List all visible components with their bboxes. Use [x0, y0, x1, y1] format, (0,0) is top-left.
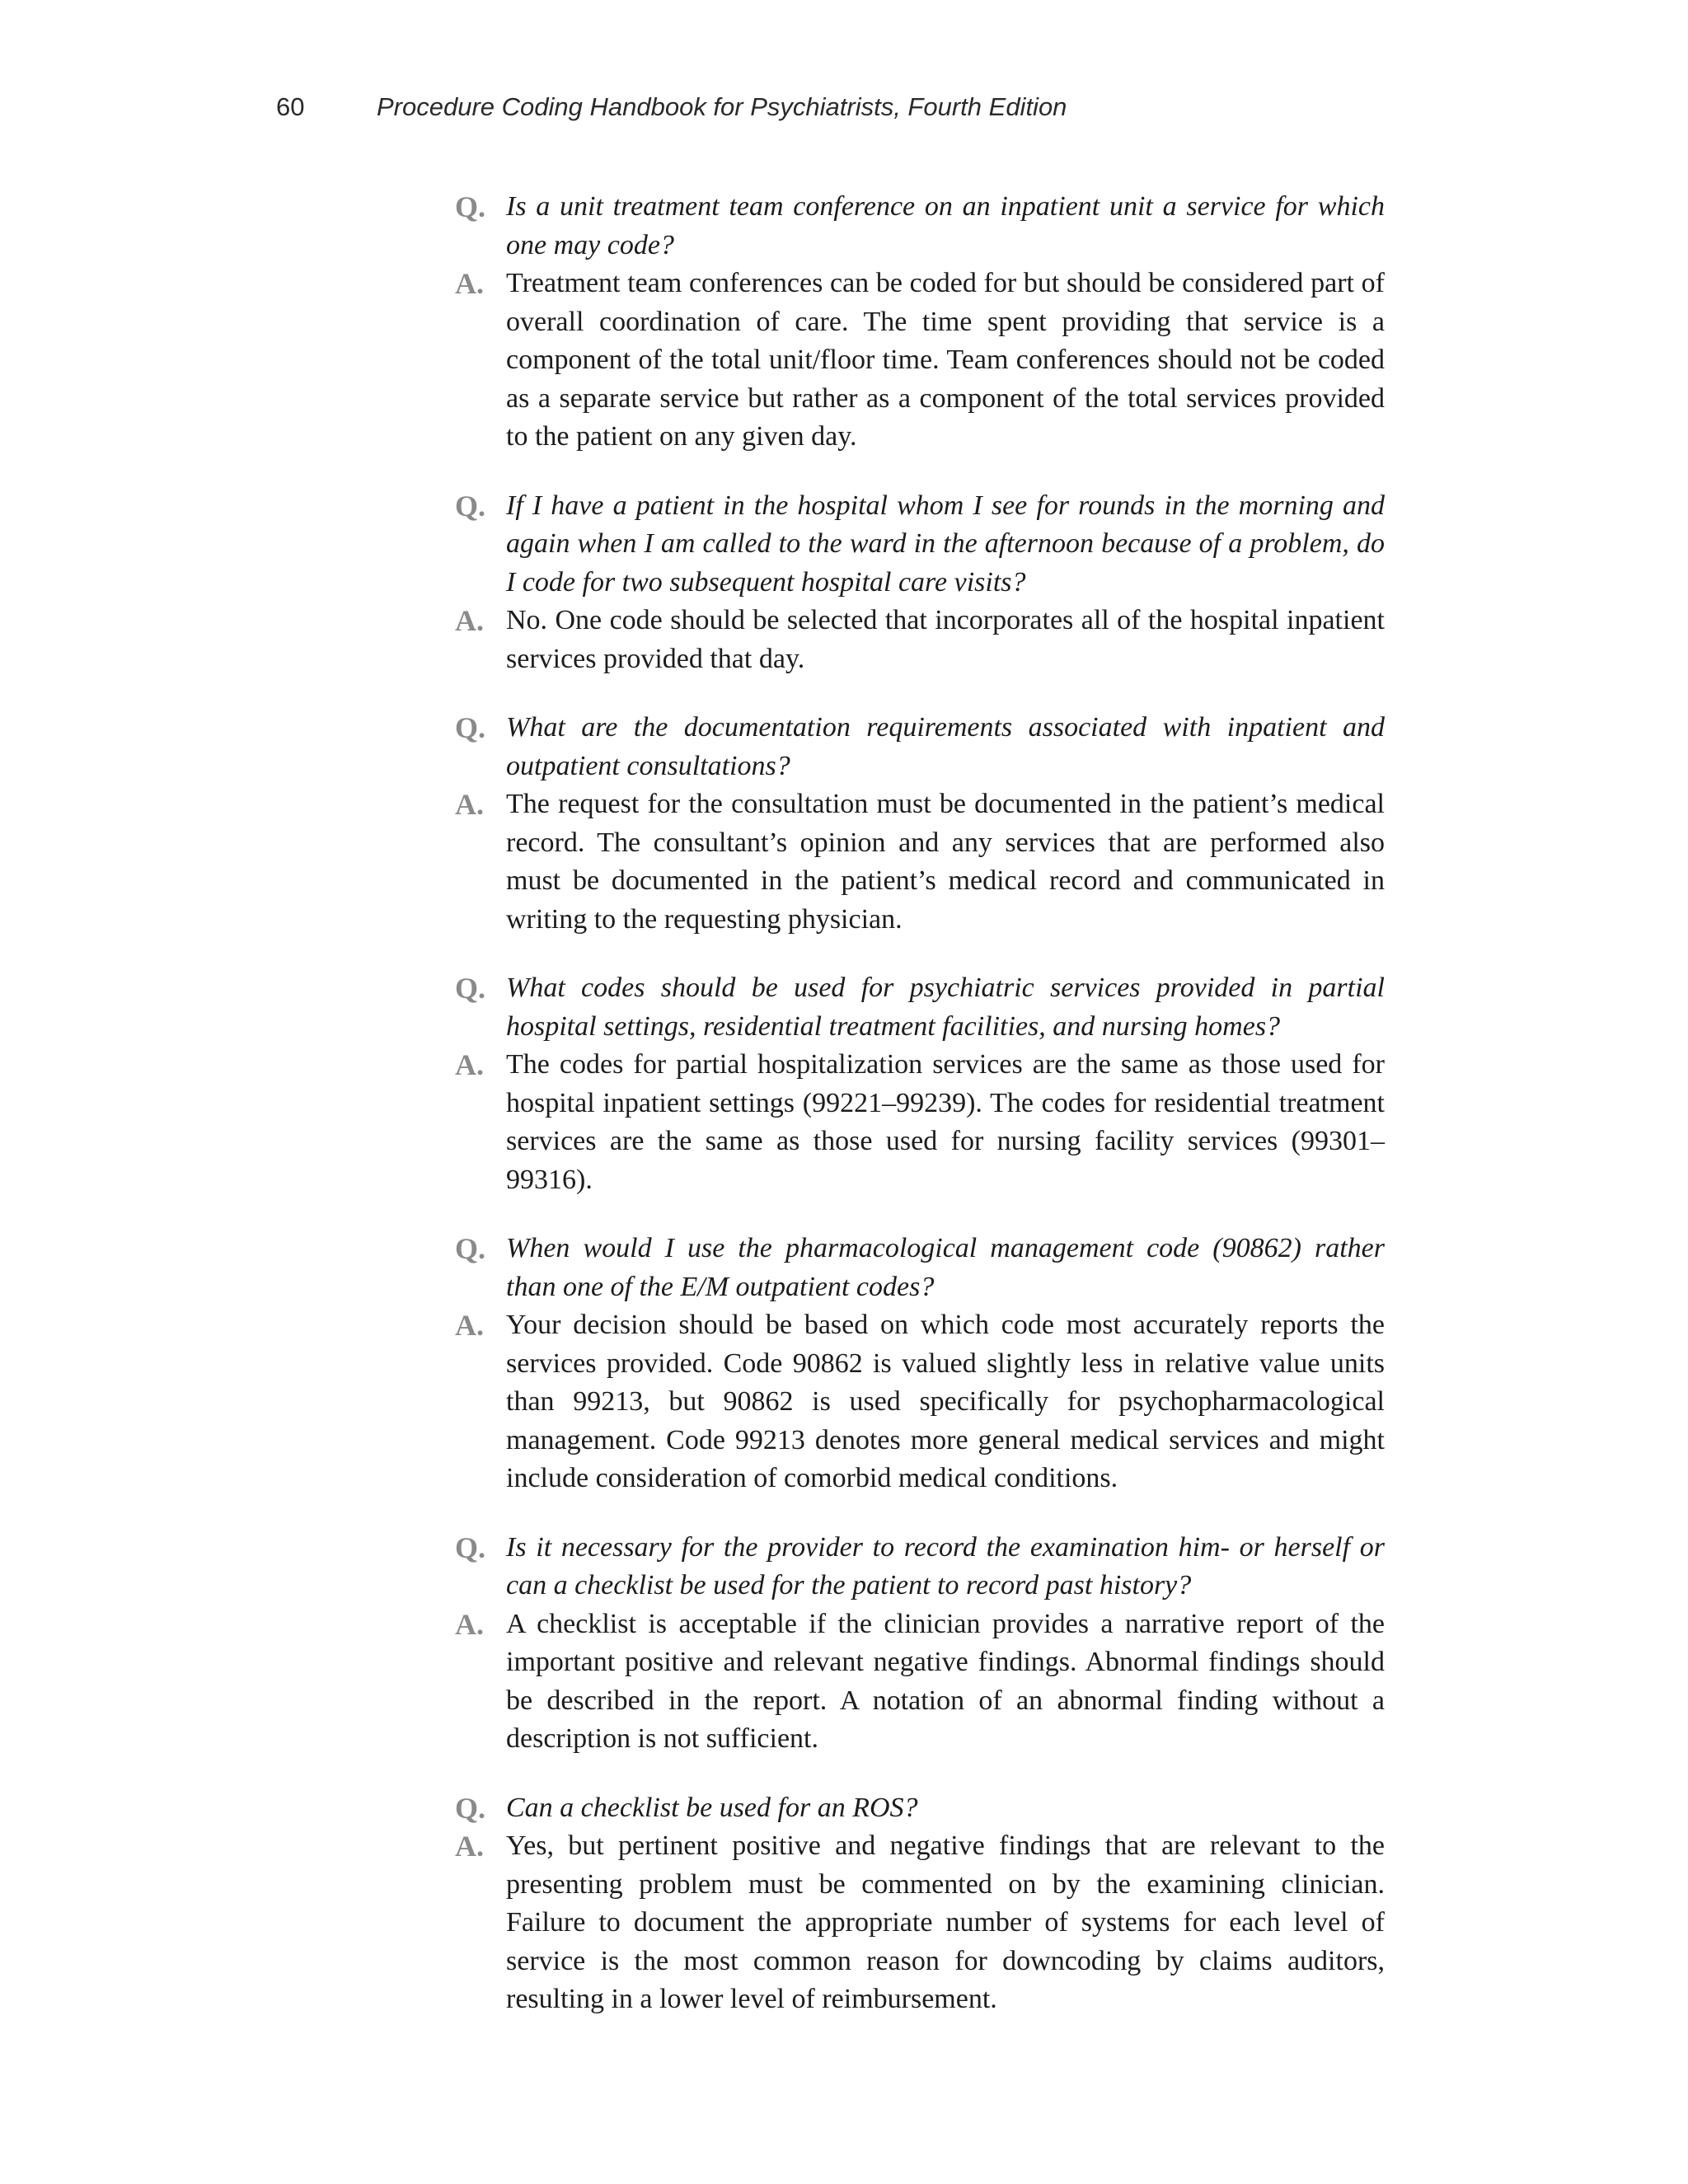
question-text: When would I use the pharmacological management code (90862) rather than one of the E/M outpatient codes? [506, 1233, 1385, 1302]
question [455, 1789, 1385, 1828]
answer [455, 1605, 1385, 1759]
answer-marker: A. [455, 1607, 484, 1641]
question-marker: Q. [455, 711, 486, 744]
running-head [276, 92, 1067, 134]
qa-item [455, 1230, 1385, 1498]
qa-item [455, 188, 1385, 457]
answer-text: Your decision should be based on which code most accurately reports the services provided. Code 90862 is valued slightly less in relative value units than 99213, but 90862 is used specifically for psychopharmacological management. Code 99213 denotes more general medical services and might include consideration of comorbid medical conditions. [506, 1310, 1385, 1493]
qa-item [455, 487, 1385, 679]
answer-marker: A. [455, 1830, 484, 1863]
question-text: Can a checklist be used for an ROS? [506, 1792, 918, 1823]
question-marker: Q. [455, 972, 486, 1005]
question-marker: Q. [455, 1530, 486, 1564]
question-marker: Q. [455, 1791, 486, 1825]
answer-text: The codes for partial hospitalization services are the same as those used for hospital inpatient settings (99221–99239). The codes for residential treatment services are the same as those used for nursing facility services (99301–99316). [506, 1049, 1385, 1195]
question-text: What codes should be used for psychiatric services provided in partial hospital settings, residential treatment facilities, and nursing homes? [506, 972, 1385, 1042]
answer-text: Yes, but pertinent positive and negative findings that are relevant to the presenting problem must be commented on by the examining clinician. Failure to document the appropriate number of systems for each level of service is the most common reason for downcoding by claims auditors, resulting in a lower level of reimbursement. [506, 1830, 1385, 2014]
answer-text: The request for the consultation must be documented in the patient’s medical record. The consultant’s opinion and any services that are performed also must be documented in the patient’s medical record and communicated in writing to the requesting physician. [506, 789, 1385, 935]
answer [455, 1306, 1385, 1498]
answer-marker: A. [455, 788, 484, 821]
question-text: What are the documentation requirements associated with inpatient and outpatient consultations? [506, 712, 1385, 781]
answer [455, 265, 1385, 457]
answer [455, 785, 1385, 939]
answer-marker: A. [455, 604, 484, 637]
qa-item [455, 969, 1385, 1199]
question-text: If I have a patient in the hospital whom I see for rounds in the morning and again when I am called to the ward in the afternoon because of a problem, do I code for two subsequent hospital care visits? [506, 490, 1385, 598]
question-text: Is a unit treatment team conference on an inpatient unit a service for which one may code? [506, 191, 1385, 260]
question [455, 709, 1385, 785]
question [455, 969, 1385, 1046]
answer [455, 1046, 1385, 1199]
answer-marker: A. [455, 1309, 484, 1342]
page-number: 60 [276, 92, 305, 121]
question [455, 1230, 1385, 1306]
answer-marker: A. [455, 1048, 484, 1081]
answer-text: A checklist is acceptable if the clinician provides a narrative report of the important positive and relevant negative findings. Abnormal findings should be described in the report. A notation of an abnormal finding without a description is not sufficient. [506, 1608, 1385, 1754]
question [455, 1529, 1385, 1605]
qa-item [455, 709, 1385, 939]
qa-list [455, 188, 1385, 2050]
running-title: Procedure Coding Handbook for Psychiatrists, Fourth Edition [377, 92, 1067, 121]
question-marker: Q. [455, 489, 486, 523]
answer-marker: A. [455, 267, 484, 300]
question [455, 487, 1385, 602]
question-marker: Q. [455, 190, 486, 223]
qa-item [455, 1529, 1385, 1759]
answer-text: No. One code should be selected that incorporates all of the hospital inpatient services provided that day. [506, 605, 1385, 674]
question [455, 188, 1385, 265]
qa-item [455, 1789, 1385, 2019]
answer [455, 602, 1385, 678]
question-marker: Q. [455, 1232, 486, 1265]
answer [455, 1827, 1385, 2019]
answer-text: Treatment team conferences can be coded for but should be considered part of overall coordination of care. The time spent providing that service is a component of the total unit/floor time. Team conferences should not be coded as a separate service but rather as a component of the total services provided to the patient on any given day. [506, 268, 1385, 452]
question-text: Is it necessary for the provider to record the examination him- or herself or can a checklist be used for the patient to record past history? [506, 1531, 1385, 1601]
